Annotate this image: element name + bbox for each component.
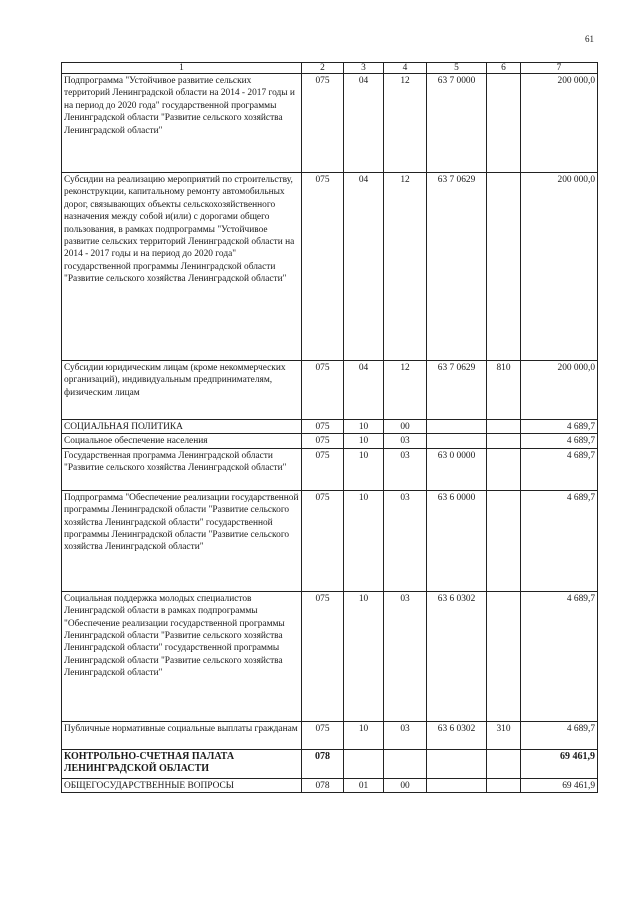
cell-name: ОБЩЕГОСУДАРСТВЕННЫЕ ВОПРОСЫ (62, 778, 302, 792)
cell-target-article: 63 7 0629 (427, 361, 487, 420)
table-row (62, 74, 598, 173)
table-row (62, 490, 598, 591)
cell-section: 10 (344, 448, 384, 490)
cell-subsection: 03 (384, 434, 427, 448)
cell-section: 10 (344, 420, 384, 434)
cell-section: 10 (344, 490, 384, 591)
cell-subsection: 03 (384, 490, 427, 591)
cell-target-article (427, 778, 487, 792)
cell-amount: 4 689,7 (521, 721, 598, 749)
cell-name: Социальное обеспечение населения (62, 434, 302, 448)
table-row (62, 420, 598, 434)
cell-section: 01 (344, 778, 384, 792)
header-row (62, 63, 598, 74)
cell-subsection: 03 (384, 448, 427, 490)
cell-expense-type (487, 591, 521, 721)
cell-ministry: 075 (302, 721, 344, 749)
cell-amount: 200 000,0 (521, 173, 598, 361)
column-header: 5 (427, 63, 487, 74)
cell-expense-type (487, 448, 521, 490)
cell-ministry: 075 (302, 173, 344, 361)
cell-amount: 200 000,0 (521, 74, 598, 173)
cell-amount: 69 461,9 (521, 778, 598, 792)
cell-section: 04 (344, 74, 384, 173)
table-row (62, 173, 598, 361)
budget-table (61, 62, 598, 793)
cell-section: 04 (344, 173, 384, 361)
column-header: 2 (302, 63, 344, 74)
column-header: 1 (62, 63, 302, 74)
cell-subsection: 03 (384, 721, 427, 749)
table-row (62, 361, 598, 420)
column-header: 6 (487, 63, 521, 74)
cell-target-article (427, 434, 487, 448)
cell-ministry: 075 (302, 448, 344, 490)
page-number: 61 (585, 34, 594, 44)
cell-amount: 4 689,7 (521, 591, 598, 721)
cell-expense-type (487, 173, 521, 361)
cell-target-article (427, 420, 487, 434)
cell-subsection: 00 (384, 778, 427, 792)
cell-expense-type (487, 74, 521, 173)
cell-name: Субсидии на реализацию мероприятий по строительству, реконструкции, капитальному ремонту автомобильных дорог, связывающих объекты сельскохозяйственного назначения между собой и(или) с дорогами общего пользования, в рамках подпрограммы "Устойчивое развитие сельских территорий Ленинградской области на 2014 - 2017 годы и на период до 2020 года" государственной программы Ленинградской области "Развитие сельского хозяйства Ленинградской области" (62, 173, 302, 361)
cell-expense-type: 310 (487, 721, 521, 749)
column-header: 3 (344, 63, 384, 74)
cell-subsection: 03 (384, 591, 427, 721)
cell-name: Государственная программа Ленинградской области "Развитие сельского хозяйства Ленинградской области" (62, 448, 302, 490)
cell-expense-type (487, 778, 521, 792)
table-row (62, 448, 598, 490)
table-row (62, 778, 598, 792)
cell-subsection: 12 (384, 173, 427, 361)
cell-expense-type: 810 (487, 361, 521, 420)
cell-ministry: 075 (302, 434, 344, 448)
cell-target-article: 63 6 0302 (427, 591, 487, 721)
cell-amount: 4 689,7 (521, 420, 598, 434)
cell-expense-type (487, 490, 521, 591)
cell-ministry: 078 (302, 749, 344, 778)
cell-name: Социальная поддержка молодых специалистов Ленинградской области в рамках подпрограммы "Обеспечение реализации государственной программы Ленинградской области "Развитие сельского хозяйства Ленинградской области" государственной программы Ленинградской области "Развитие сельского хозяйства Ленинградской области" (62, 591, 302, 721)
cell-name: Подпрограмма "Обеспечение реализации государственной программы Ленинградской области "Развитие сельского хозяйства Ленинградской области" государственной программы Ленинградской области "Развитие сельского хозяйства Ленинградской области" (62, 490, 302, 591)
table-row (62, 591, 598, 721)
column-header: 4 (384, 63, 427, 74)
column-header: 7 (521, 63, 598, 74)
cell-section (344, 749, 384, 778)
table-row (62, 721, 598, 749)
cell-target-article: 63 7 0000 (427, 74, 487, 173)
cell-section: 10 (344, 591, 384, 721)
cell-target-article (427, 749, 487, 778)
cell-expense-type (487, 420, 521, 434)
cell-subsection: 12 (384, 361, 427, 420)
cell-target-article: 63 0 0000 (427, 448, 487, 490)
table-row (62, 434, 598, 448)
cell-subsection (384, 749, 427, 778)
cell-name: Публичные нормативные социальные выплаты гражданам (62, 721, 302, 749)
cell-ministry: 075 (302, 490, 344, 591)
cell-name: КОНТРОЛЬНО-СЧЕТНАЯ ПАЛАТА ЛЕНИНГРАДСКОЙ ОБЛАСТИ (62, 749, 302, 778)
cell-amount: 4 689,7 (521, 434, 598, 448)
cell-expense-type (487, 434, 521, 448)
cell-ministry: 075 (302, 74, 344, 173)
cell-amount: 69 461,9 (521, 749, 598, 778)
cell-target-article: 63 6 0302 (427, 721, 487, 749)
cell-amount: 200 000,0 (521, 361, 598, 420)
cell-ministry: 075 (302, 591, 344, 721)
cell-name: Субсидии юридическим лицам (кроме некоммерческих организаций), индивидуальным предпринимателям, физическим лицам (62, 361, 302, 420)
cell-target-article: 63 7 0629 (427, 173, 487, 361)
cell-ministry: 078 (302, 778, 344, 792)
cell-amount: 4 689,7 (521, 490, 598, 591)
cell-section: 10 (344, 434, 384, 448)
cell-section: 10 (344, 721, 384, 749)
table-row (62, 749, 598, 778)
cell-target-article: 63 6 0000 (427, 490, 487, 591)
cell-ministry: 075 (302, 420, 344, 434)
cell-ministry: 075 (302, 361, 344, 420)
cell-section: 04 (344, 361, 384, 420)
cell-name: Подпрограмма "Устойчивое развитие сельских территорий Ленинградской области на 2014 - 2017 годы и на период до 2020 года" государственной программы Ленинградской области "Развитие сельского хозяйства Ленинградской области" (62, 74, 302, 173)
cell-name: СОЦИАЛЬНАЯ ПОЛИТИКА (62, 420, 302, 434)
cell-expense-type (487, 749, 521, 778)
cell-subsection: 00 (384, 420, 427, 434)
cell-subsection: 12 (384, 74, 427, 173)
cell-amount: 4 689,7 (521, 448, 598, 490)
